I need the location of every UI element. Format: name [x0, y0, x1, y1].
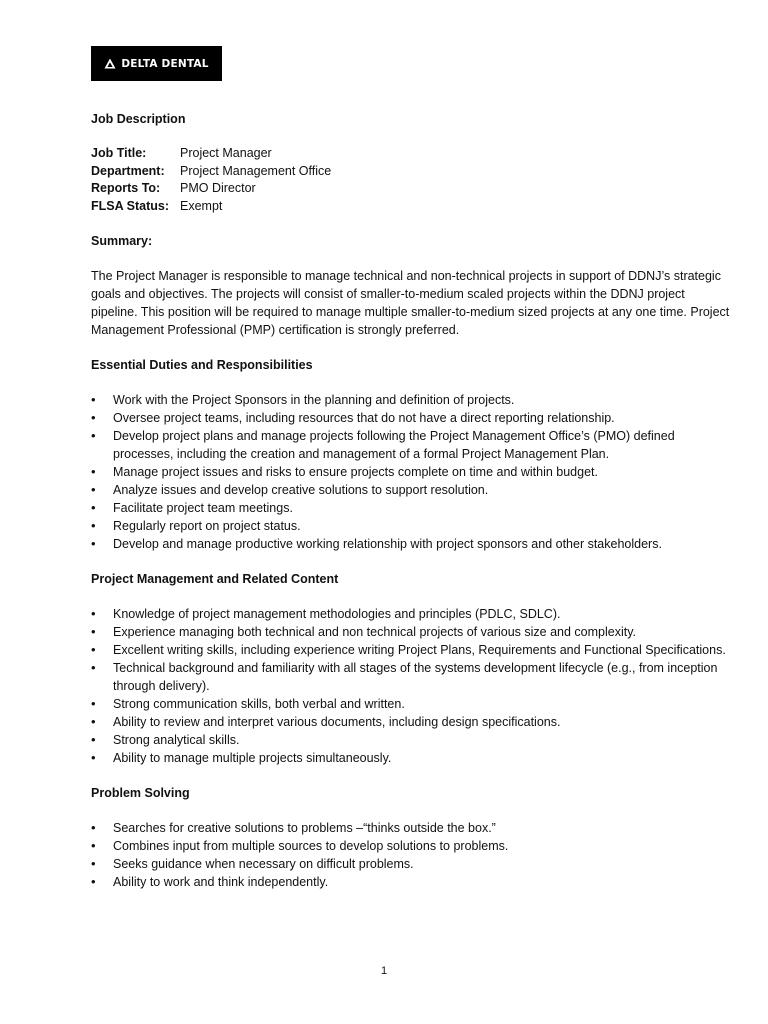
- meta-row: [91, 145, 331, 163]
- section-title: Problem Solving: [91, 786, 190, 800]
- list-item: • Seeks guidance when necessary on difficult problems.: [91, 855, 731, 873]
- bullet-list: [91, 819, 731, 891]
- meta-label: Reports To:: [91, 181, 161, 195]
- list-item: • Excellent writing skills, including experience writing Project Plans, Requirements and Functional Specifications.: [91, 641, 731, 659]
- section-title: Essential Duties and Responsibilities: [91, 358, 313, 372]
- summary-title: Summary:: [91, 234, 153, 248]
- list-item: • Ability to work and think independently.: [91, 873, 731, 891]
- list-item: • Ability to review and interpret various documents, including design specifications.: [91, 713, 731, 731]
- logo-text: DELTA DENTAL: [121, 57, 209, 70]
- summary-text: The Project Manager is responsible to manage technical and non-technical projects in support of DDNJ’s strategic goals and objectives. The projects will consist of smaller-to-medium scaled projects within the DDNJ project pipeline. This position will be required to manage multiple smaller-to-medium sized projects at any one time. Project Management Professional (PMP) certification is strongly preferred.: [91, 269, 730, 337]
- bullet-list: [91, 391, 731, 553]
- list-item: • Technical background and familiarity with all stages of the systems development lifecycle (e.g., from inception through delivery).: [91, 659, 731, 695]
- delta-triangle-icon: [104, 58, 116, 69]
- meta-value: PMO Director: [180, 181, 256, 195]
- meta-row: [91, 180, 331, 198]
- meta-row: [91, 163, 331, 181]
- meta-value: Project Manager: [180, 146, 272, 160]
- meta-value: Project Management Office: [180, 163, 332, 178]
- job-meta-table: [91, 145, 331, 215]
- list-item: • Ability to manage multiple projects simultaneously.: [91, 749, 731, 767]
- bullet-list: [91, 605, 731, 767]
- list-item: • Oversee project teams, including resources that do not have a direct reporting relationship.: [91, 409, 731, 427]
- list-item: • Develop project plans and manage projects following the Project Management Office’s (PMO) defined processes, including the creation and management of a formal Project Management Plan.: [91, 427, 731, 463]
- document-body: [91, 110, 731, 891]
- list-item: • Combines input from multiple sources to develop solutions to problems.: [91, 837, 731, 855]
- list-item: • Work with the Project Sponsors in the planning and definition of projects.: [91, 391, 731, 409]
- list-item: • Strong communication skills, both verbal and written.: [91, 695, 731, 713]
- meta-label: FLSA Status:: [91, 198, 170, 213]
- list-item: • Knowledge of project management methodologies and principles (PDLC, SDLC).: [91, 605, 731, 623]
- meta-value: Exempt: [180, 198, 223, 213]
- sections-container: [91, 356, 731, 891]
- list-item: • Experience managing both technical and non technical projects of various size and complexity.: [91, 623, 731, 641]
- meta-label: Job Title:: [91, 146, 147, 160]
- list-item: • Manage project issues and risks to ensure projects complete on time and within budget.: [91, 463, 731, 481]
- list-item: • Regularly report on project status.: [91, 517, 731, 535]
- meta-row: [91, 198, 331, 216]
- list-item: • Facilitate project team meetings.: [91, 499, 731, 517]
- document-heading: Job Description: [91, 112, 186, 126]
- page-number: 1: [380, 965, 388, 977]
- meta-label: Department:: [91, 163, 165, 178]
- section-title: Project Management and Related Content: [91, 572, 339, 586]
- list-item: • Strong analytical skills.: [91, 731, 731, 749]
- list-item: • Searches for creative solutions to problems –“thinks outside the box.”: [91, 819, 731, 837]
- list-item: • Develop and manage productive working relationship with project sponsors and other stakeholders.: [91, 535, 731, 553]
- list-item: • Analyze issues and develop creative solutions to support resolution.: [91, 481, 731, 499]
- delta-dental-logo: [91, 46, 222, 81]
